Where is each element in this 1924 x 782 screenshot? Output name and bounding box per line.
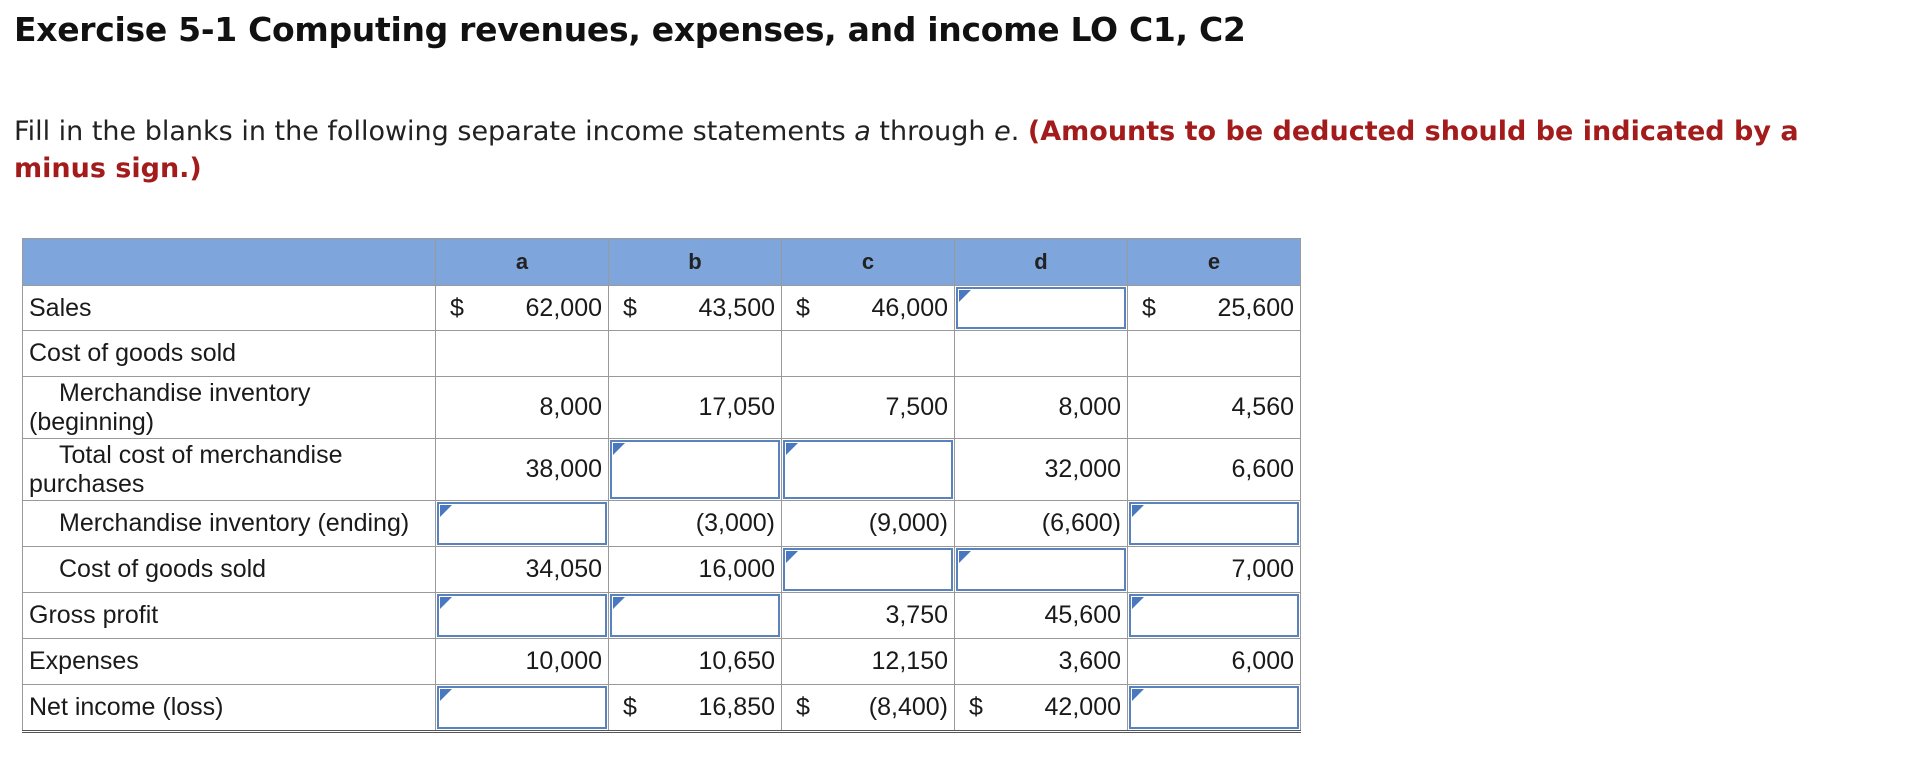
- cell-gross-profit-d: [955, 593, 1128, 639]
- amount-value: 7,500: [885, 393, 948, 421]
- cell-content: [955, 439, 1127, 500]
- cell-content: [955, 639, 1127, 684]
- cell-merch-inv-ending-e[interactable]: [1128, 501, 1301, 547]
- cell-total-purchases-a: [436, 439, 609, 501]
- cell-cost-of-goods-sold-c[interactable]: [782, 547, 955, 593]
- cell-total-purchases-c[interactable]: [782, 439, 955, 501]
- amount-value: 16,850: [698, 693, 775, 721]
- cell-content: [1128, 286, 1300, 330]
- cell-content: [609, 286, 781, 330]
- cell-content: [436, 331, 608, 376]
- row-cogs-heading: [23, 331, 1301, 377]
- amount-value: 3,600: [1058, 647, 1121, 675]
- row-total-purchases: [23, 439, 1301, 501]
- cell-total-purchases-b[interactable]: [609, 439, 782, 501]
- dollar-sign: $: [796, 693, 810, 721]
- row-label: Net income (loss): [23, 685, 436, 732]
- row-merch-inv-beginning: [23, 377, 1301, 439]
- cell-expenses-c: [782, 639, 955, 685]
- amount-value: 62,000: [525, 293, 602, 322]
- cell-total-purchases-e: [1128, 439, 1301, 501]
- amount-value: 7,000: [1231, 555, 1294, 583]
- cell-merch-inv-beginning-b: [609, 377, 782, 439]
- amount-value: 6,600: [1231, 455, 1294, 483]
- amount-value: 3,750: [885, 601, 948, 629]
- cell-total-purchases-d: [955, 439, 1128, 501]
- cell-net-income-d: [955, 685, 1128, 732]
- instructions-italic-a: a: [854, 116, 871, 147]
- row-cost-of-goods-sold: [23, 547, 1301, 593]
- cell-gross-profit-a[interactable]: [436, 593, 609, 639]
- amount-value: 46,000: [871, 293, 948, 322]
- instructions-italic-e: e: [994, 116, 1011, 147]
- answer-input-sales-d[interactable]: [956, 287, 1126, 329]
- answer-input-cost-of-goods-sold-c[interactable]: [783, 548, 953, 591]
- answer-input-merch-inv-ending-e[interactable]: [1129, 502, 1299, 545]
- cell-content: [782, 377, 954, 438]
- amount-value: 25,600: [1217, 293, 1294, 322]
- table-header-row: [23, 239, 1301, 286]
- cell-net-income-b: [609, 685, 782, 732]
- answer-input-gross-profit-a[interactable]: [437, 594, 607, 637]
- answer-input-total-purchases-c[interactable]: [783, 440, 953, 499]
- cell-content: [955, 331, 1127, 376]
- cell-cogs-heading-b: [609, 331, 782, 377]
- amount-value: (8,400): [868, 693, 948, 721]
- cell-merch-inv-beginning-c: [782, 377, 955, 439]
- row-label: Merchandise inventory (ending): [23, 501, 436, 547]
- cell-content: [609, 377, 781, 438]
- amount-value: 12,150: [871, 647, 948, 675]
- cell-content: [1128, 547, 1300, 592]
- amount-value: 42,000: [1044, 693, 1121, 721]
- column-header-d: d: [955, 239, 1128, 286]
- cell-gross-profit-b[interactable]: [609, 593, 782, 639]
- cell-merch-inv-ending-b: [609, 501, 782, 547]
- cell-merch-inv-ending-d: [955, 501, 1128, 547]
- amount-value: 10,000: [525, 647, 602, 675]
- row-merch-inv-ending: [23, 501, 1301, 547]
- cell-cost-of-goods-sold-a: [436, 547, 609, 593]
- column-header-b: b: [609, 239, 782, 286]
- amount-value: 10,650: [698, 647, 775, 675]
- column-header-e: e: [1128, 239, 1301, 286]
- dollar-sign: $: [969, 693, 983, 721]
- answer-input-net-income-a[interactable]: [437, 686, 607, 729]
- amount-value: 32,000: [1044, 455, 1121, 483]
- cell-expenses-a: [436, 639, 609, 685]
- cell-merch-inv-beginning-e: [1128, 377, 1301, 439]
- cell-content: [1128, 377, 1300, 438]
- cell-gross-profit-e[interactable]: [1128, 593, 1301, 639]
- answer-input-gross-profit-b[interactable]: [610, 594, 780, 637]
- amount-value: 34,050: [525, 555, 602, 583]
- column-header-c: c: [782, 239, 955, 286]
- cell-net-income-e[interactable]: [1128, 685, 1301, 732]
- amount-value: 17,050: [698, 393, 775, 421]
- cell-content: [436, 377, 608, 438]
- row-net-income: [23, 685, 1301, 732]
- dollar-sign: $: [796, 293, 810, 322]
- instructions: [14, 113, 1894, 187]
- cell-cost-of-goods-sold-b: [609, 547, 782, 593]
- answer-input-cost-of-goods-sold-d[interactable]: [956, 548, 1126, 591]
- amount-value: 45,600: [1044, 601, 1121, 629]
- cell-merch-inv-ending-a[interactable]: [436, 501, 609, 547]
- cell-cost-of-goods-sold-e: [1128, 547, 1301, 593]
- cell-content: [436, 639, 608, 684]
- cell-content: [609, 639, 781, 684]
- cell-expenses-e: [1128, 639, 1301, 685]
- answer-input-total-purchases-b[interactable]: [610, 440, 780, 499]
- amount-value: 43,500: [698, 293, 775, 322]
- amount-value: (9,000): [868, 509, 948, 537]
- cell-sales-d[interactable]: [955, 286, 1128, 331]
- instructions-text-2: through: [870, 116, 995, 147]
- dollar-sign: $: [1142, 293, 1156, 322]
- cell-content: [955, 377, 1127, 438]
- cell-content: [1128, 439, 1300, 500]
- row-sales: [23, 286, 1301, 331]
- cell-sales-a: [436, 286, 609, 331]
- amount-value: 38,000: [525, 455, 602, 483]
- cell-content: [609, 501, 781, 546]
- amount-value: 8,000: [1058, 393, 1121, 421]
- cell-content: [955, 501, 1127, 546]
- income-statements-table: [22, 238, 1301, 733]
- cell-content: [782, 593, 954, 638]
- answer-input-net-income-e[interactable]: [1129, 686, 1299, 729]
- cell-content: [782, 331, 954, 376]
- cell-content: [782, 639, 954, 684]
- cell-content: [1128, 639, 1300, 684]
- cell-content: [609, 547, 781, 592]
- amount-value: (6,600): [1041, 509, 1121, 537]
- cell-merch-inv-beginning-a: [436, 377, 609, 439]
- amount-value: 8,000: [539, 393, 602, 421]
- row-label: Total cost of merchandise purchases: [23, 439, 436, 501]
- header-label-blank: [23, 239, 436, 286]
- row-label: Cost of goods sold: [23, 547, 436, 593]
- dollar-sign: $: [623, 293, 637, 322]
- cell-content: [1128, 331, 1300, 376]
- instructions-text-1: Fill in the blanks in the following separate income statements: [14, 116, 855, 147]
- row-label: Merchandise inventory (beginning): [23, 377, 436, 439]
- dollar-sign: $: [623, 693, 637, 721]
- cell-net-income-a[interactable]: [436, 685, 609, 732]
- dollar-sign: $: [450, 293, 464, 322]
- answer-input-merch-inv-ending-a[interactable]: [437, 502, 607, 545]
- cell-sales-b: [609, 286, 782, 331]
- cell-expenses-d: [955, 639, 1128, 685]
- cell-cogs-heading-d: [955, 331, 1128, 377]
- amount-value: 16,000: [698, 555, 775, 583]
- answer-input-gross-profit-e[interactable]: [1129, 594, 1299, 637]
- cell-content: [609, 331, 781, 376]
- cell-content: [955, 593, 1127, 638]
- amount-value: 4,560: [1231, 393, 1294, 421]
- amount-value: 6,000: [1231, 647, 1294, 675]
- cell-merch-inv-ending-c: [782, 501, 955, 547]
- cell-cogs-heading-a: [436, 331, 609, 377]
- exercise-title: Exercise 5-1 Computing revenues, expenses, and income LO C1, C2: [14, 10, 1246, 49]
- cell-content: [609, 685, 781, 730]
- cell-sales-c: [782, 286, 955, 331]
- cell-cogs-heading-c: [782, 331, 955, 377]
- instructions-note: (Amounts to be deducted should be indicated by a minus sign.): [14, 116, 1799, 184]
- cell-net-income-c: [782, 685, 955, 732]
- cell-content: [955, 685, 1127, 730]
- cell-expenses-b: [609, 639, 782, 685]
- row-label: Sales: [23, 286, 436, 331]
- cell-cogs-heading-e: [1128, 331, 1301, 377]
- row-label: Gross profit: [23, 593, 436, 639]
- cell-cost-of-goods-sold-d[interactable]: [955, 547, 1128, 593]
- cell-content: [782, 685, 954, 730]
- cell-content: [436, 439, 608, 500]
- cell-content: [782, 501, 954, 546]
- amount-value: (3,000): [695, 509, 775, 537]
- cell-merch-inv-beginning-d: [955, 377, 1128, 439]
- instructions-text-3: .: [1010, 116, 1028, 147]
- row-label: Expenses: [23, 639, 436, 685]
- row-label: Cost of goods sold: [23, 331, 436, 377]
- cell-content: [436, 286, 608, 330]
- row-expenses: [23, 639, 1301, 685]
- cell-content: [436, 547, 608, 592]
- cell-gross-profit-c: [782, 593, 955, 639]
- table-body: [23, 286, 1301, 732]
- cell-sales-e: [1128, 286, 1301, 331]
- cell-content: [782, 286, 954, 330]
- column-header-a: a: [436, 239, 609, 286]
- row-gross-profit: [23, 593, 1301, 639]
